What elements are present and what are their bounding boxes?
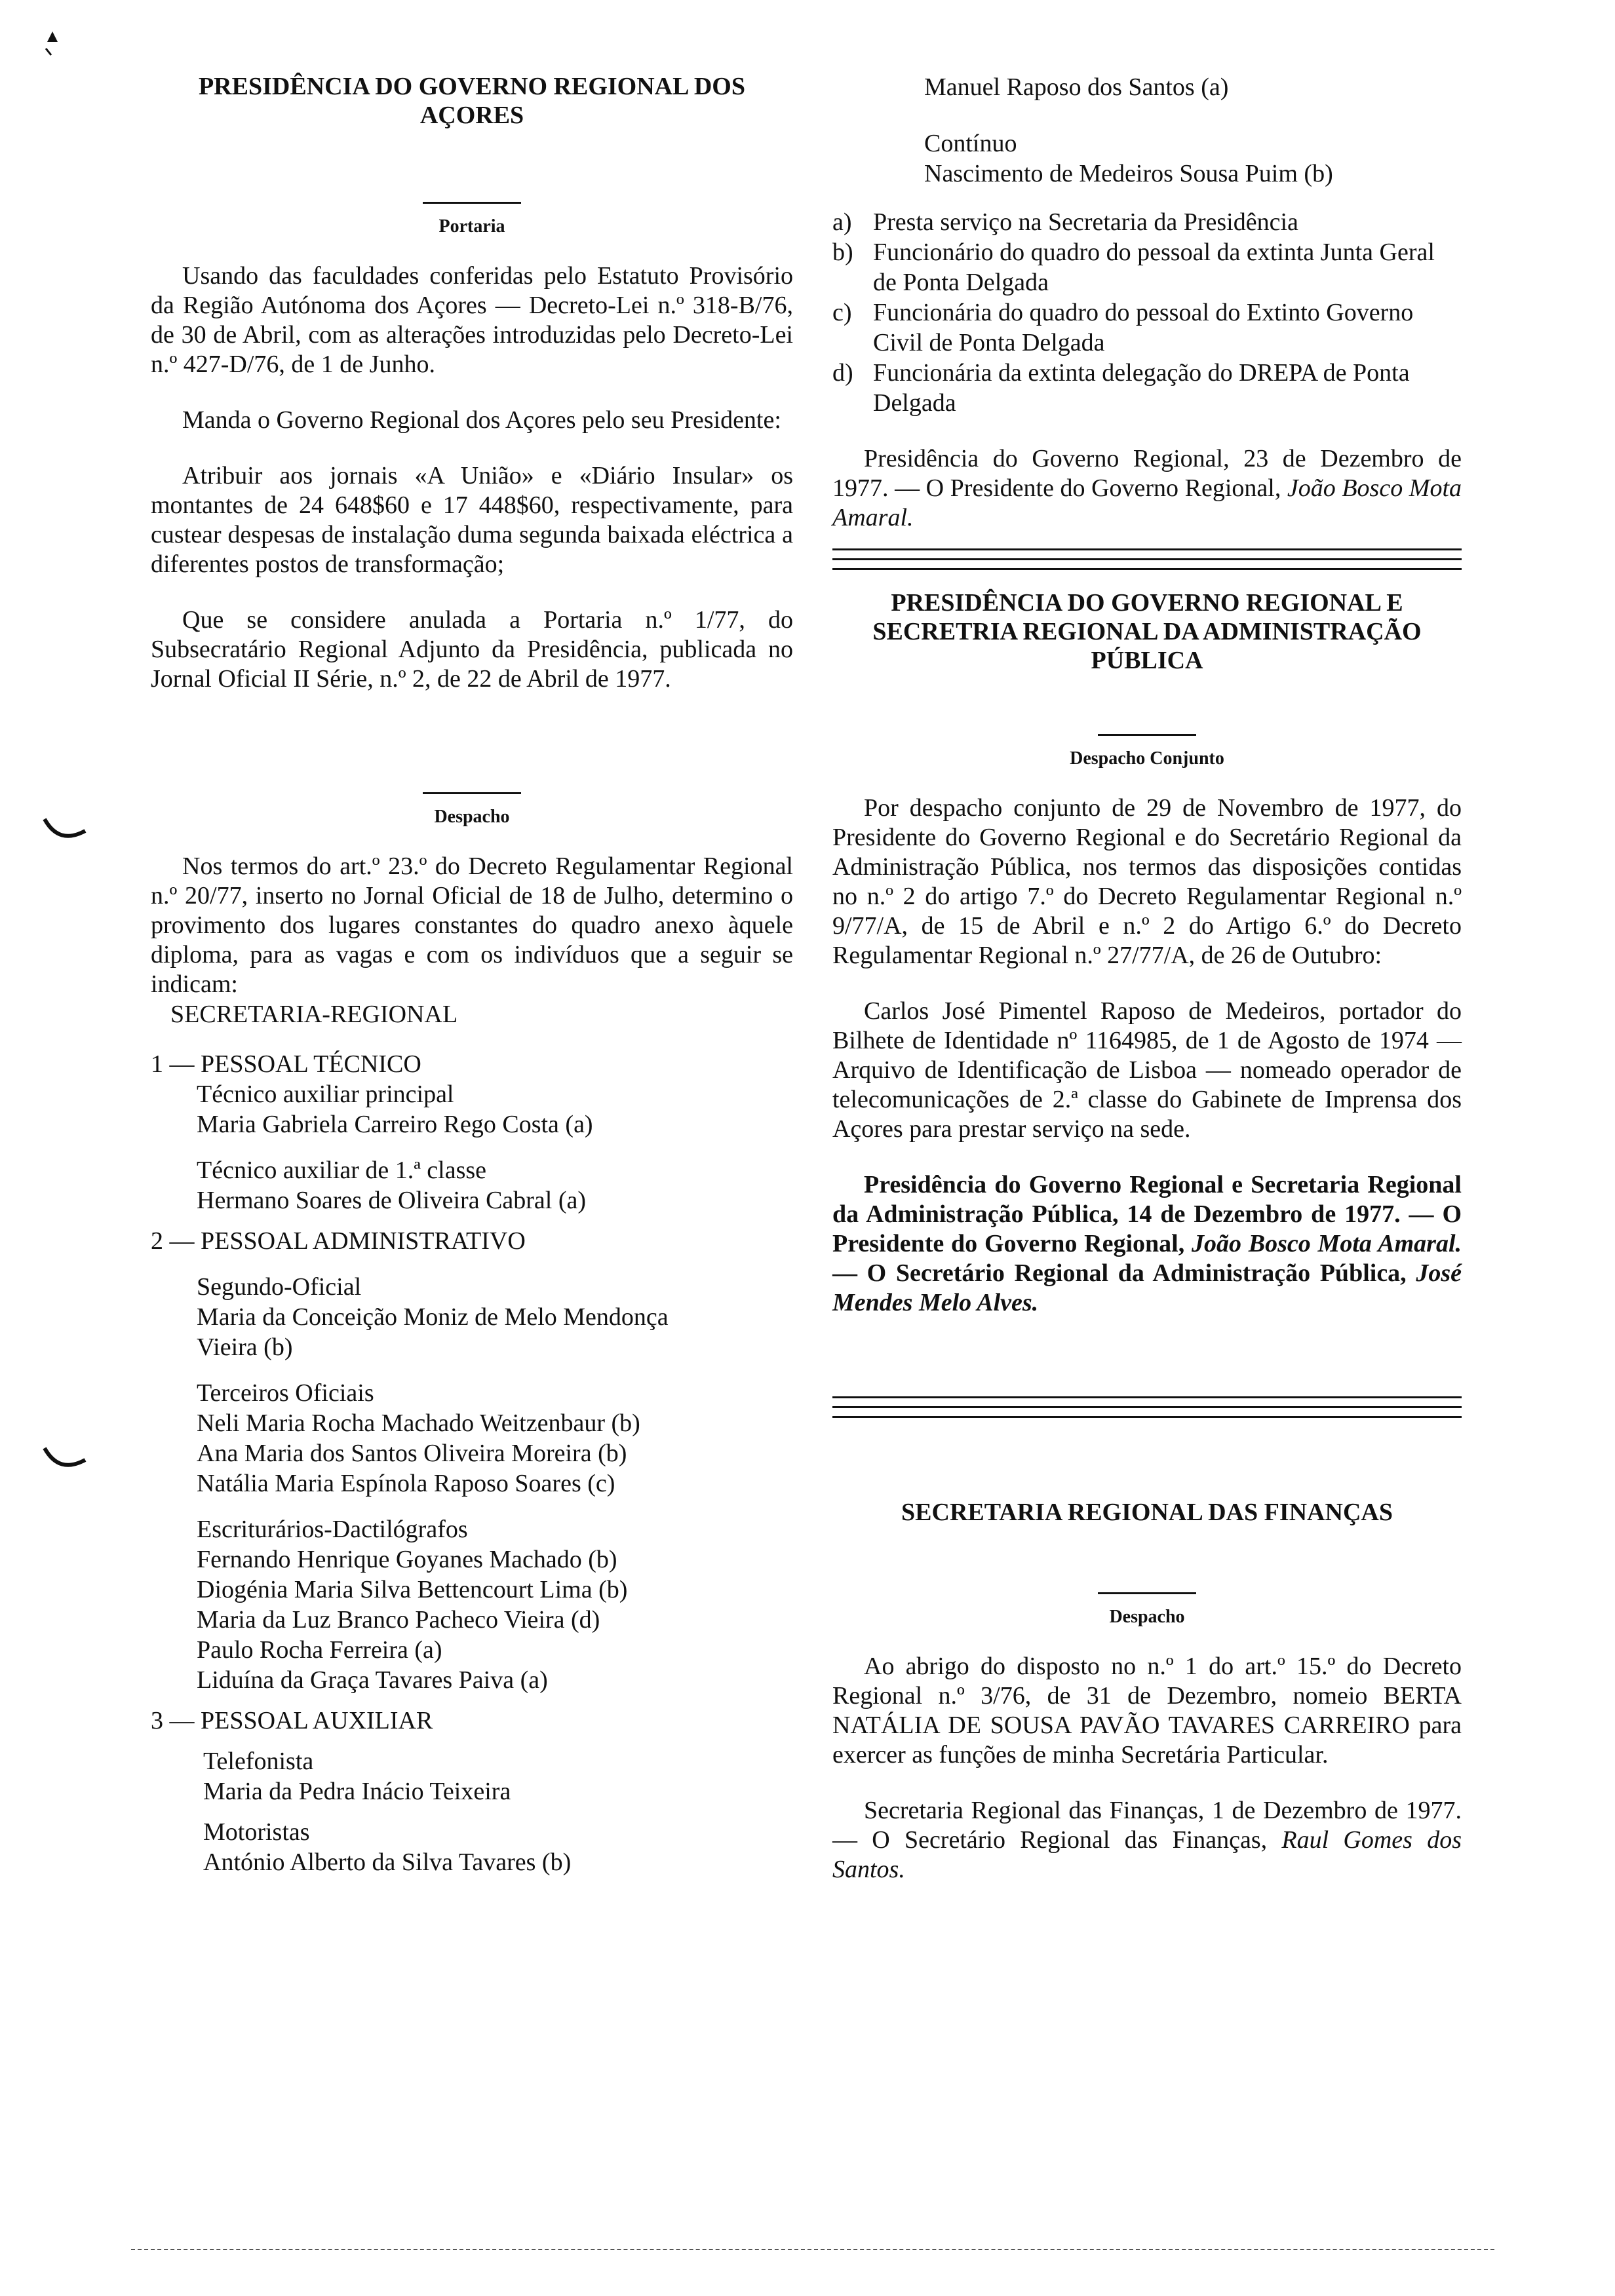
staff-name: Neli Maria Rocha Machado Weitzenbaur (b) (197, 1409, 640, 1437)
signatory-name: Raul Gomes dos Santos. (832, 1826, 1462, 1883)
staff-name: Liduína da Graça Tavares Paiva (a) (197, 1666, 548, 1694)
section-pessoal-auxiliar: 3 — PESSOAL AUXILIAR (151, 1707, 433, 1734)
section-pessoal-tecnico: 1 — PESSOAL TÉCNICO (151, 1050, 421, 1078)
despacho-conjunto-paragraph-1: Por despacho conjunto de 29 de Novembro de 1977, do Presidente do Governo Regional e do Secretário Regional da Administração Pública, nos termos das disposições contidas no n.º 2 do artigo 7.º do Decreto Regulamentar Regional n.º 9/77/A, de 15 de Abril e n.º 2 do Artigo 6.º do Decreto Regulamentar Regional n.º 27/77/A, de 26 de Outubro: (832, 794, 1462, 969)
category-label: Escriturários-Dactilógrafos (197, 1516, 468, 1543)
signature-paragraph (832, 444, 1462, 533)
footnote-text: Funcionário do quadro do pessoal da extinta Junta Geral de Ponta Delgada (873, 239, 1435, 296)
left-column (151, 72, 793, 1877)
footnote (832, 358, 1462, 418)
despacho-financas-paragraph-1: Ao abrigo do disposto no n.º 1 do art.º 15.º do Decreto Regional n.º 3/76, de 31 de Dezembro, nomeio BERTA NATÁLIA DE SOUSA PAVÃO TAVARES CARREIRO para exercer as funções de minha Secretária Particular. (832, 1653, 1462, 1769)
staff-name: Hermano Soares de Oliveira Cabral (a) (197, 1187, 587, 1214)
portaria-paragraph-4: Que se considere anulada a Portaria n.º 1/77, do Subsecratário Regional Adjunto da Presidência, publicada no Jornal Oficial II Série, n.º 2, de 22 de Abril de 1977. (151, 606, 793, 693)
despacho-conjunto-signature (832, 1170, 1462, 1318)
category-label: Terceiros Oficiais (197, 1379, 374, 1407)
secretaria-heading: SECRETARIA-REGIONAL (170, 1001, 458, 1028)
staff-name-continued: Vieira (b) (197, 1333, 293, 1361)
signature-text: — O Secretário Regional da Administração Pública, (832, 1259, 1407, 1287)
category-label: Segundo-Oficial (197, 1273, 362, 1301)
heading-financas: SECRETARIA REGIONAL DAS FINANÇAS (901, 1499, 1393, 1526)
despacho-label: Despacho (434, 807, 510, 827)
despacho-paragraph-1: Nos termos do art.º 23.º do Decreto Regulamentar Regional n.º 20/77, inserto no Jornal Oficial de 18 de Julho, determino o provimento dos lugares constantes do quadro anexo àquele diploma, para as vagas e com os indivíduos que a seguir se indicam: (151, 852, 793, 998)
footnote (832, 237, 1462, 297)
portaria-paragraph-2: Manda o Governo Regional dos Açores pelo seu Presidente: (182, 406, 781, 434)
footnote-mark: c) (832, 299, 852, 326)
despacho-financas-label: Despacho (1109, 1607, 1185, 1627)
heading-presidencia: PRESIDÊNCIA DO GOVERNO REGIONAL DOS AÇORES (198, 73, 746, 129)
staff-name: Nascimento de Medeiros Sousa Puim (b) (924, 160, 1333, 187)
section-separator (832, 548, 1462, 570)
staff-name: Diogénia Maria Silva Bettencourt Lima (b) (197, 1576, 628, 1603)
signature-text: Secretaria Regional das Finanças, 1 de Dezembro de 1977. — O Secretário Regional das Finanças, (832, 1797, 1462, 1854)
category-label: Técnico auxiliar principal (197, 1081, 454, 1108)
page-bottom-rule (131, 2249, 1494, 2250)
punch-hole-icon (39, 1442, 92, 1481)
category-label: Contínuo (924, 130, 1017, 157)
staff-name: Maria da Luz Branco Pacheco Vieira (d) (197, 1606, 600, 1634)
portaria-label: Portaria (438, 216, 505, 237)
despacho-conjunto-paragraph-2: Carlos José Pimentel Raposo de Medeiros, portador do Bilhete de Identidade nº 1164985, de 1 de Agosto de 1974 — Arquivo de Identificação de Lisboa — nomeado operador de telecomunicações de 2.ª classe do Gabinete de Imprensa dos Açores para prestar serviço na sede. (832, 997, 1462, 1143)
staff-name: António Alberto da Silva Tavares (b) (203, 1848, 572, 1876)
staff-name: Maria da Pedra Inácio Teixeira (203, 1778, 511, 1805)
footnote (832, 297, 1462, 358)
footnote-mark: d) (832, 359, 853, 387)
portaria-paragraph-3: Atribuir aos jornais «A União» e «Diário Insular» os montantes de 24 648$60 e 17 448$60, respectivamente, para custear despesas de instalação duma segunda baixada eléctrica a diferentes postos de transformação; (151, 462, 793, 578)
category-label: Motoristas (203, 1818, 310, 1846)
staff-name: Paulo Rocha Ferreira (a) (197, 1636, 442, 1664)
portaria-paragraph-1: Usando das faculdades conferidas pelo Estatuto Provisório da Região Autónoma dos Açores — Decreto-Lei n.º 318-B/76, de 30 de Abril, com as alterações introduzidas pelo Decreto-Lei n.º 427-D/76, de 1 de Junho. (151, 262, 793, 378)
punch-hole-icon (39, 813, 92, 852)
footnote-mark: a) (832, 208, 852, 236)
heading-presidencia-administracao: PRESIDÊNCIA DO GOVERNO REGIONAL E SECRETRIA REGIONAL DA ADMINISTRAÇÃO PÚBLICA (872, 589, 1422, 674)
signature-text: Presidência do Governo Regional, 23 de Dezembro de 1977. — O Presidente do Governo Regional, (832, 445, 1462, 502)
footnote-text: Presta serviço na Secretaria da Presidência (873, 208, 1298, 236)
staff-name: Natália Maria Espínola Raposo Soares (c) (197, 1470, 615, 1497)
staff-name: Fernando Henrique Goyanes Machado (b) (197, 1546, 617, 1573)
scan-mark-icon (39, 26, 66, 66)
section-separator (832, 1396, 1462, 1418)
staff-name: Maria da Conceição Moniz de Melo Mendonça (197, 1303, 669, 1331)
signature-text: Presidência do Governo Regional e Secretaria Regional da Administração Pública, 14 de Dezembro de 1977. — O Presidente do Governo Regional, (832, 1171, 1462, 1257)
category-label: Técnico auxiliar de 1.ª classe (197, 1157, 487, 1184)
signatory-name: João Bosco Mota Amaral. (1192, 1230, 1462, 1257)
footnote-mark: b) (832, 239, 853, 266)
despacho-financas-signature (832, 1796, 1462, 1885)
staff-name: Maria Gabriela Carreiro Rego Costa (a) (197, 1111, 593, 1138)
footnote (832, 207, 1462, 237)
category-label: Telefonista (203, 1748, 314, 1775)
footnote-text: Funcionária do quadro do pessoal do Extinto Governo Civil de Ponta Delgada (873, 299, 1414, 356)
section-pessoal-administrativo: 2 — PESSOAL ADMINISTRATIVO (151, 1227, 526, 1255)
staff-name: Ana Maria dos Santos Oliveira Moreira (b) (197, 1440, 627, 1467)
footnote-text: Funcionária da extinta delegação do DREPA de Ponta Delgada (873, 359, 1410, 417)
right-column (832, 72, 1462, 1885)
despacho-conjunto-label: Despacho Conjunto (1070, 748, 1224, 769)
staff-name: Manuel Raposo dos Santos (a) (924, 73, 1229, 101)
signatory-name: João Bosco Mota Amaral. (832, 474, 1462, 531)
signatory-name: José Mendes Melo Alves. (832, 1259, 1462, 1316)
